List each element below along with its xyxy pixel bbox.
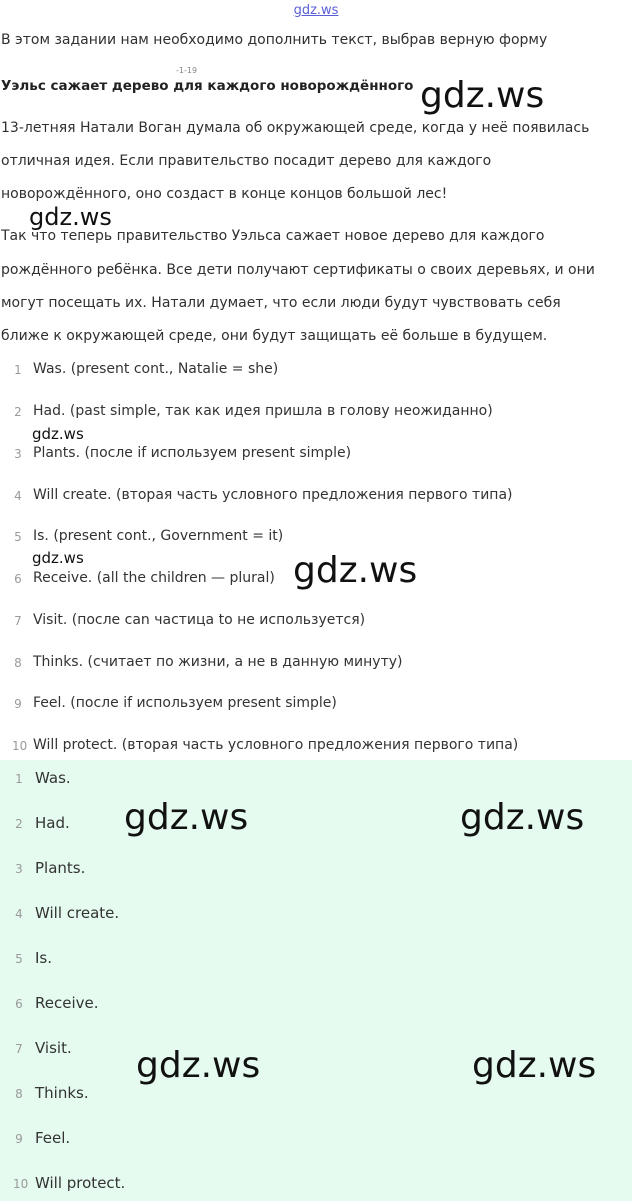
short-answer-row bbox=[0, 765, 632, 795]
task-intro: В этом задании нам необходимо дополнить текст, выбрав верную форму bbox=[1, 32, 548, 48]
answer-text: Was. (present cont., Natalie = she) bbox=[33, 361, 279, 377]
text-title: Уэльс сажает дерево для каждого новорождённого bbox=[1, 78, 414, 94]
answer-text: Was. bbox=[35, 769, 71, 787]
answer-number: 4 bbox=[15, 907, 23, 921]
answer-text: Plants. bbox=[35, 859, 86, 877]
answer-text: Feel. bbox=[35, 1129, 71, 1147]
answer-text: Had. bbox=[35, 814, 70, 832]
short-answer-row bbox=[0, 855, 632, 885]
text-line: рождённого ребёнка. Все дети получают сертификаты о своих деревьях, и они bbox=[1, 262, 595, 278]
text-line: новорождённого, оно создаст в конце концов большой лес! bbox=[1, 186, 448, 202]
answer-number: 10 bbox=[13, 1177, 29, 1191]
answer-text: Receive. (all the children — plural) bbox=[33, 570, 275, 586]
text-line: Так что теперь правительство Уэльса сажает новое дерево для каждого bbox=[1, 228, 545, 244]
answer-text: Is. (present cont., Government = it) bbox=[33, 528, 284, 544]
answer-number: 5 bbox=[14, 530, 22, 544]
text-line: 13-летняя Натали Воган думала об окружающей среде, когда у неё появилась bbox=[1, 120, 590, 136]
text-line: могут посещать их. Натали думает, что если люди будут чувствовать себя bbox=[1, 295, 561, 311]
watermark: gdz.ws bbox=[293, 550, 418, 591]
answer-row bbox=[0, 442, 632, 472]
answer-number: 9 bbox=[14, 697, 22, 711]
answer-row bbox=[0, 484, 632, 514]
short-answer-row bbox=[0, 1125, 632, 1155]
answer-text: Is. bbox=[35, 949, 53, 967]
text-line: ближе к окружающей среде, они будут защищать её больше в будущем. bbox=[1, 328, 548, 344]
answer-number: 3 bbox=[14, 447, 22, 461]
answer-row bbox=[0, 692, 632, 722]
answer-text: Feel. (после if используем present simple) bbox=[33, 695, 337, 711]
answer-number: 7 bbox=[15, 1042, 23, 1056]
watermark: gdz.ws bbox=[136, 1045, 261, 1086]
answer-number: 3 bbox=[15, 862, 23, 876]
answer-number: 8 bbox=[15, 1087, 23, 1101]
answer-number: 2 bbox=[15, 817, 23, 831]
answer-number: 5 bbox=[15, 952, 23, 966]
answer-text: Receive. bbox=[35, 994, 99, 1012]
watermark: gdz.ws bbox=[124, 797, 249, 838]
text-line: отличная идея. Если правительство посадит дерево для каждого bbox=[1, 153, 492, 169]
answer-text: Will create. (вторая часть условного предложения первого типа) bbox=[33, 487, 513, 503]
answer-number: 9 bbox=[15, 1132, 23, 1146]
answer-number: 1 bbox=[15, 772, 23, 786]
answer-text: Had. (past simple, так как идея пришла в голову неожиданно) bbox=[33, 403, 493, 419]
short-answer-row bbox=[0, 945, 632, 975]
answer-text: Thinks. bbox=[35, 1084, 89, 1102]
answer-number: 4 bbox=[14, 489, 22, 503]
scan-artifact: -1-19 bbox=[176, 66, 198, 75]
answer-row bbox=[0, 358, 632, 388]
answer-number: 1 bbox=[14, 363, 22, 377]
answer-text: Plants. (после if используем present simple) bbox=[33, 445, 352, 461]
answer-row bbox=[0, 609, 632, 639]
answer-row bbox=[0, 400, 632, 430]
answer-text: Thinks. (считает по жизни, а не в данную минуту) bbox=[33, 654, 403, 670]
answer-row bbox=[0, 651, 632, 681]
site-link[interactable]: gdz.ws bbox=[293, 3, 339, 18]
answer-number: 10 bbox=[12, 739, 28, 753]
answer-number: 8 bbox=[14, 656, 22, 670]
watermark: gdz.ws bbox=[29, 203, 112, 231]
answer-text: Visit. bbox=[35, 1039, 72, 1057]
answer-number: 6 bbox=[14, 572, 22, 586]
watermark: gdz.ws bbox=[472, 1045, 597, 1086]
short-answer-row bbox=[0, 1170, 632, 1200]
answer-text: Will protect. (вторая часть условного предложения первого типа) bbox=[33, 737, 519, 753]
answer-number: 6 bbox=[15, 997, 23, 1011]
watermark: gdz.ws bbox=[32, 425, 84, 443]
watermark: gdz.ws bbox=[32, 549, 84, 567]
answer-text: Will create. bbox=[35, 904, 120, 922]
answer-number: 7 bbox=[14, 614, 22, 628]
watermark: gdz.ws bbox=[420, 75, 545, 116]
answer-number: 2 bbox=[14, 405, 22, 419]
answer-text: Will protect. bbox=[35, 1174, 126, 1192]
short-answer-row bbox=[0, 900, 632, 930]
watermark: gdz.ws bbox=[460, 797, 585, 838]
answer-text: Visit. (после can частица to не используется) bbox=[33, 612, 366, 628]
short-answer-row bbox=[0, 990, 632, 1020]
